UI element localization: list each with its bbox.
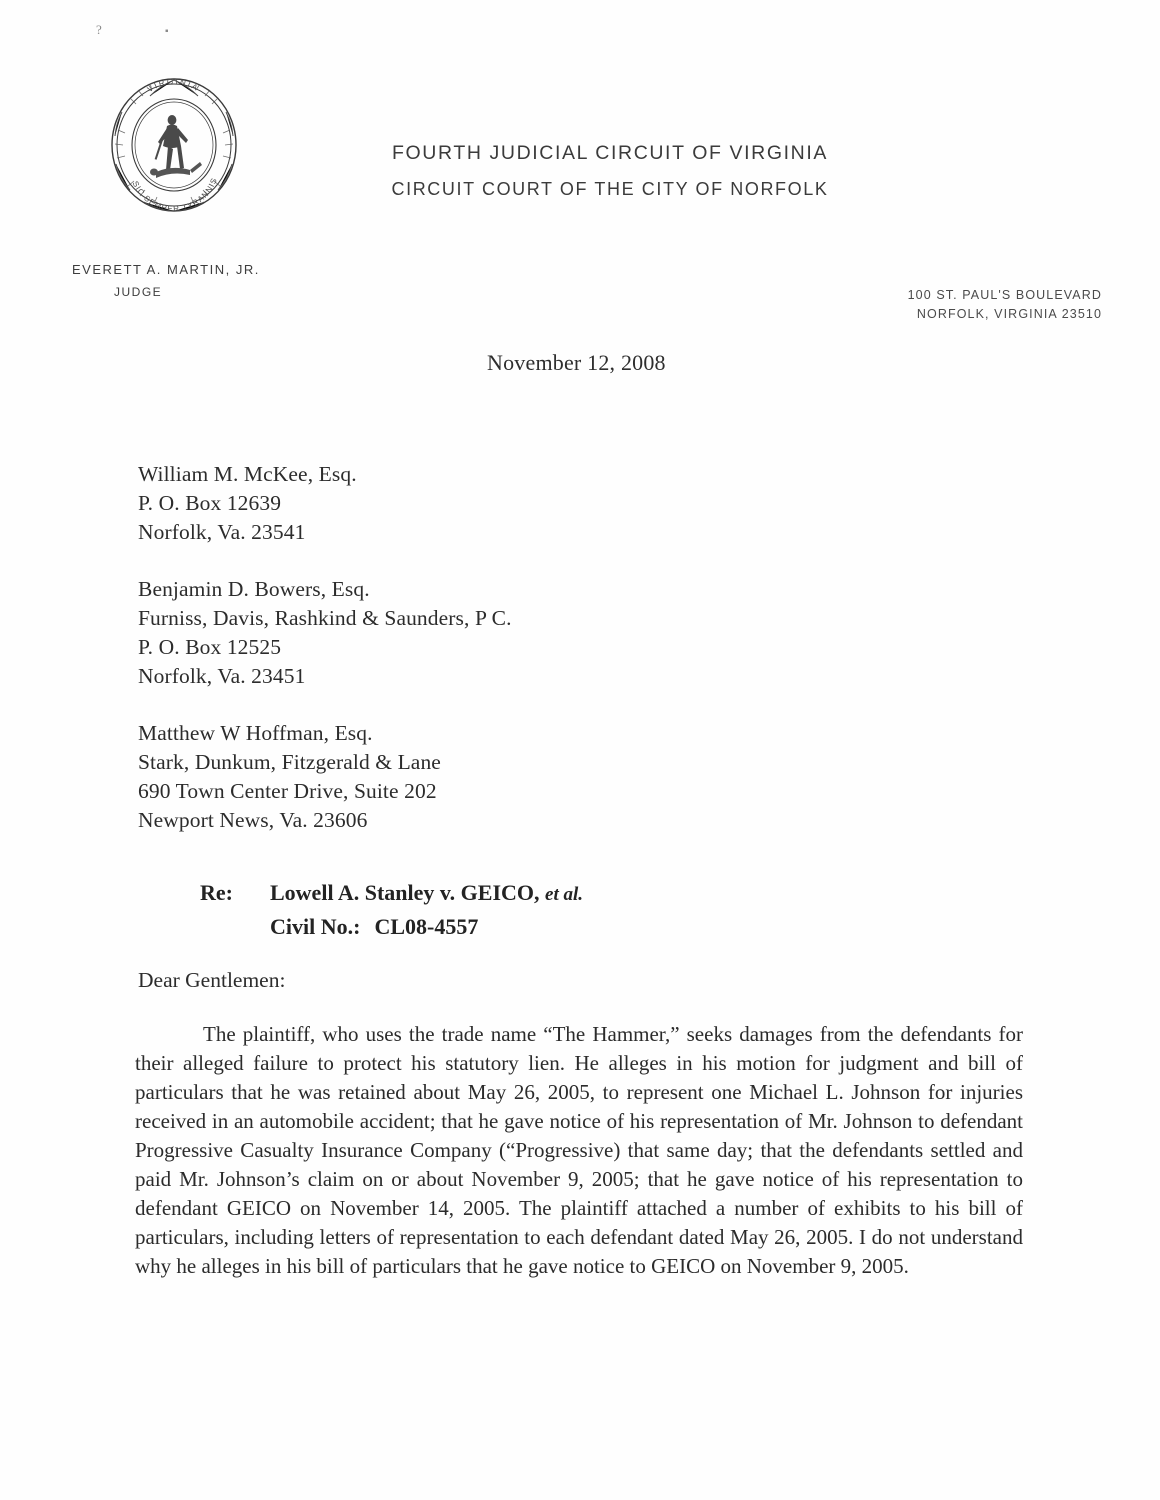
court-header-line-2: CIRCUIT COURT OF THE CITY OF NORFOLK [391, 179, 829, 199]
svg-text:SIC SEMPER TYRANNIS: SIC SEMPER TYRANNIS [130, 176, 220, 214]
virginia-seal-icon [104, 72, 244, 218]
re-label: Re: [200, 880, 233, 905]
letter-date: November 12, 2008 [487, 350, 666, 375]
recipient-address-line: Norfolk, Va. 23541 [138, 520, 306, 544]
recipient-firm: Furniss, Davis, Rashkind & Saunders, P C. [138, 606, 512, 630]
recipient-block [138, 575, 838, 691]
re-civil-label: Civil No.: [270, 914, 361, 939]
re-case-row [200, 880, 960, 906]
court-header-line-1: FOURTH JUDICIAL CIRCUIT OF VIRGINIA [392, 142, 828, 164]
recipient-address-line: 690 Town Center Drive, Suite 202 [138, 779, 437, 803]
body-paragraph-1: The plaintiff, who uses the trade name “The Hammer,” seeks damages from the defendants for their alleged failure to protect his statutory lien. He alleges in his motion for judgment and bill of particulars that he was retained about May 26, 2005, to represent one Michael L. Johnson for injuries received in an automobile accident; that he gave notice of his representation of Mr. Johnson to defendant Progressive Casualty Insurance Company (“Progressive) that same day; that the defendants settled and paid Mr. Johnson’s claim on or about November 9, 2005; that he gave notice of his representation to defendant GEICO on November 14, 2005. The plaintiff attached a number of exhibits to his bill of particulars, including letters of representation to each defendant dated May 26, 2005. I do not understand why he alleges in his bill of particulars that he gave notice to GEICO on November 9, 2005. [135, 1022, 1023, 1278]
recipient-address-line: P. O. Box 12639 [138, 491, 282, 515]
recipient-name: Benjamin D. Bowers, Esq. [138, 577, 370, 601]
re-case-name-plain: Lowell A. Stanley v. GEICO, [270, 880, 540, 905]
recipient-firm: Stark, Dunkum, Fitzgerald & Lane [138, 750, 441, 774]
court-address-line-2: NORFOLK, VIRGINIA 23510 [916, 306, 1102, 321]
judge-name: EVERETT A. MARTIN, JR. [72, 262, 260, 277]
recipient-block [138, 460, 838, 547]
svg-text:VIRGINIA: VIRGINIA [145, 76, 201, 95]
recipient-name: Matthew W Hoffman, Esq. [138, 721, 373, 745]
recipient-address-line: P. O. Box 12525 [138, 635, 282, 659]
judge-title: JUDGE [114, 285, 163, 299]
re-case-name [270, 880, 583, 906]
court-address-line-1: 100 ST. PAUL'S BOULEVARD [907, 288, 1102, 302]
letter-body [135, 1020, 1023, 1281]
recipient-address-line: Norfolk, Va. 23451 [138, 664, 306, 688]
re-civil-number: CL08-4557 [374, 914, 479, 939]
re-case-name-italic: et al. [545, 884, 584, 905]
re-block [200, 880, 960, 940]
page-speck-secondary-icon: ▪ [165, 26, 169, 37]
recipient-list [138, 460, 838, 863]
recipient-block [138, 719, 838, 835]
page-speck-icon: ? [96, 22, 102, 37]
re-civil-row [200, 914, 960, 940]
recipient-address-line: Newport News, Va. 23606 [138, 808, 368, 832]
salutation: Dear Gentlemen: [138, 968, 286, 992]
court-address [908, 286, 1102, 324]
judge-block [72, 262, 260, 299]
court-header [300, 142, 920, 200]
recipient-name: William M. McKee, Esq. [138, 462, 357, 486]
